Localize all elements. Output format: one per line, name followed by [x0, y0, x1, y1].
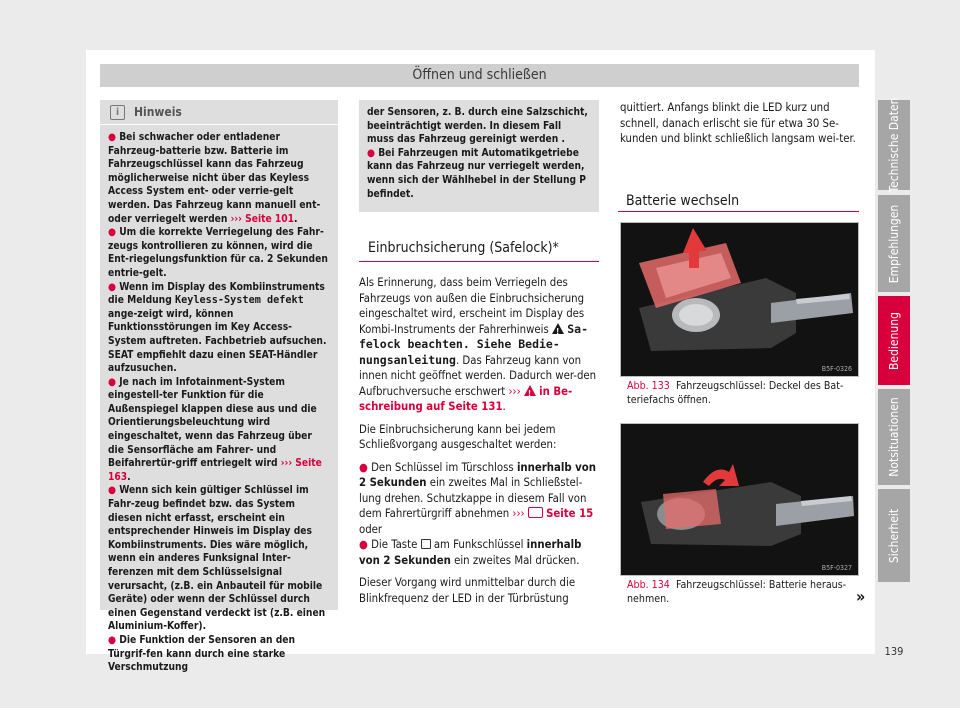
notice-continuation	[359, 100, 599, 212]
paragraph: Die Einbruchsicherung kann bei jedem Schließvorgang ausgeschaltet werden:	[359, 422, 557, 451]
page-link[interactable]: ››› ! in Be-schreibung auf Seite 131	[359, 385, 572, 414]
notice-item: ● Wenn im Display des Kombiinstruments die Meldung Keyless-System defekt ange-zeigt wird, können Funktionsstörungen im Key Access-System auftreten. Fachbetrieb aufsuchen. SEAT empfiehlt dazu einen SEAT-Händler aufzusuchen.	[108, 281, 327, 375]
section-rule	[618, 211, 859, 212]
tab-notsituationen[interactable]: Notsituationen	[878, 389, 910, 485]
figure-battery-remove	[620, 423, 859, 576]
figure-caption: Abb. 134 Fahrzeugschlüssel: Batterie heraus-nehmen.	[627, 579, 847, 605]
battery-intro	[620, 100, 860, 154]
page-title: Öffnen und schließen	[100, 64, 859, 87]
figure-battery-cover	[620, 222, 859, 377]
notice-body	[100, 125, 338, 675]
notice-item: ● Um die korrekte Verriegelung des Fahr-zeugs kontrollieren zu können, wird die Ent-riegelungsfunktion für ca. 2 Sekunden entrie-gelt.	[108, 227, 328, 279]
figure-code: B5F-0327	[821, 564, 852, 572]
page-link[interactable]: ››› Seite 15	[512, 507, 594, 520]
paragraph: oder	[359, 522, 383, 536]
notice-item: ● Wenn sich kein gültiger Schlüssel im Fahr-zeug befindet bzw. das System diesen nicht erfasst, erscheint ein entsprechender Hinweis im Display des Kombiinstruments. Dies wäre möglich, wenn ein anderes Funksignal Inter-ferenzen mit dem Schlüsselsignal verursacht, (z.B. ein Anbauteil für mobile Geräte) oder wenn der Schlüssel durch einen Gegenstand verdeckt ist (z.B. einen Aluminium-Koffer).	[108, 485, 326, 633]
tab-technische-daten[interactable]: Technische Daten	[878, 100, 910, 190]
tab-empfehlungen[interactable]: Empfehlungen	[878, 195, 910, 292]
list-item: ● Die Taste am Funkschlüssel innerhalb von 2 Sekunden ein zweites Mal drücken.	[359, 538, 582, 567]
notice-item: ● Bei schwacher oder entladener Fahrzeug-batterie bzw. Batterie im Fahrzeugschlüssel kann das Fahrzeug möglicherweise nicht über das Keyless Access System ent- oder verrie-gelt werden. Das Fahrzeug kann manuell ent- oder verriegelt werden ››› Seite 101.	[108, 132, 321, 225]
list-item: ● Den Schlüssel im Türschloss innerhalb von 2 Sekunden ein zweites Mal in Schließstel-lung drehen. Schutzkappe in diesem Fall von dem Fahrertürgriff abnehmen ››› Seite 15	[359, 460, 597, 520]
section-rule	[359, 261, 599, 262]
book-icon	[528, 507, 543, 518]
tab-bedienung[interactable]: Bedienung	[878, 296, 910, 385]
notice-item: ● Bei Fahrzeugen mit Automatikgetriebe kann das Fahrzeug nur verriegelt werden, wenn sich der Wählhebel in der Stellung P befindet.	[367, 147, 586, 200]
section-heading: Einbruchsicherung (Safelock)*	[368, 240, 559, 256]
key-illustration	[621, 424, 858, 575]
paragraph: Dieser Vorgang wird unmittelbar durch die Blinkfrequenz der LED in der Türbrüstung	[359, 576, 576, 605]
notice-item: ● Die Funktion der Sensoren an den Türgrif-fen kann durch eine starke Verschmutzung	[108, 634, 296, 674]
notice-header	[100, 100, 338, 125]
continue-arrow: »	[856, 587, 866, 606]
info-icon: i	[110, 105, 125, 120]
page-link[interactable]: ››› Seite 163	[108, 458, 322, 483]
page-link[interactable]: ››› Seite 101	[230, 213, 295, 225]
key-illustration	[621, 223, 858, 376]
warning-icon	[552, 323, 564, 334]
notice-item: ● Je nach im Infotainment-System eingestell-ter Funktion für die Außenspiegel klappen diese aus und die Orientierungsbeleuchtung wird eingeschaltet, wenn das Fahrzeug über die Sensorfläche am Fahrer- und Beifahrertür-griff entriegelt wird ››› Seite 163.	[108, 376, 322, 483]
figure-caption: Abb. 133 Fahrzeugschlüssel: Deckel des Bat-teriefachs öffnen.	[627, 380, 844, 406]
paragraph: Als Erinnerung, dass beim Verriegeln des Fahrzeugs von außen die Einbruchsicherung eingeschaltet wird, erscheint im Display des Kombi-Instruments der Fahrerhinweis ! Sa-felock beachten. Siehe Bedie-nungsanleitung. Das Fahrzeug kann von innen nicht geöffnet werden. Dadurch wer-den Aufbruchversuche erschwert ››› ! in Be-schreibung auf Seite 131.	[359, 275, 601, 415]
warning-icon	[524, 385, 536, 396]
notice-title: Hinweis	[134, 105, 182, 119]
page-number: 139	[884, 645, 904, 658]
safelock-text	[359, 275, 601, 613]
section-heading: Batterie wechseln	[626, 193, 740, 209]
tab-sicherheit[interactable]: Sicherheit	[878, 489, 910, 582]
figure-code: B5F-0326	[821, 365, 852, 373]
notice-text: der Sensoren, z. B. durch eine Salzschicht, beeinträchtigt werden. In diesem Fall muss das Fahrzeug gereinigt werden .	[367, 107, 588, 146]
lock-icon	[421, 539, 431, 549]
paragraph: quittiert. Anfangs blinkt die LED kurz und schnell, danach erlischt sie für etwa 30 Se-kunden und blinkt schließlich langsam wei-ter.	[620, 101, 856, 145]
notice-box	[100, 100, 338, 674]
